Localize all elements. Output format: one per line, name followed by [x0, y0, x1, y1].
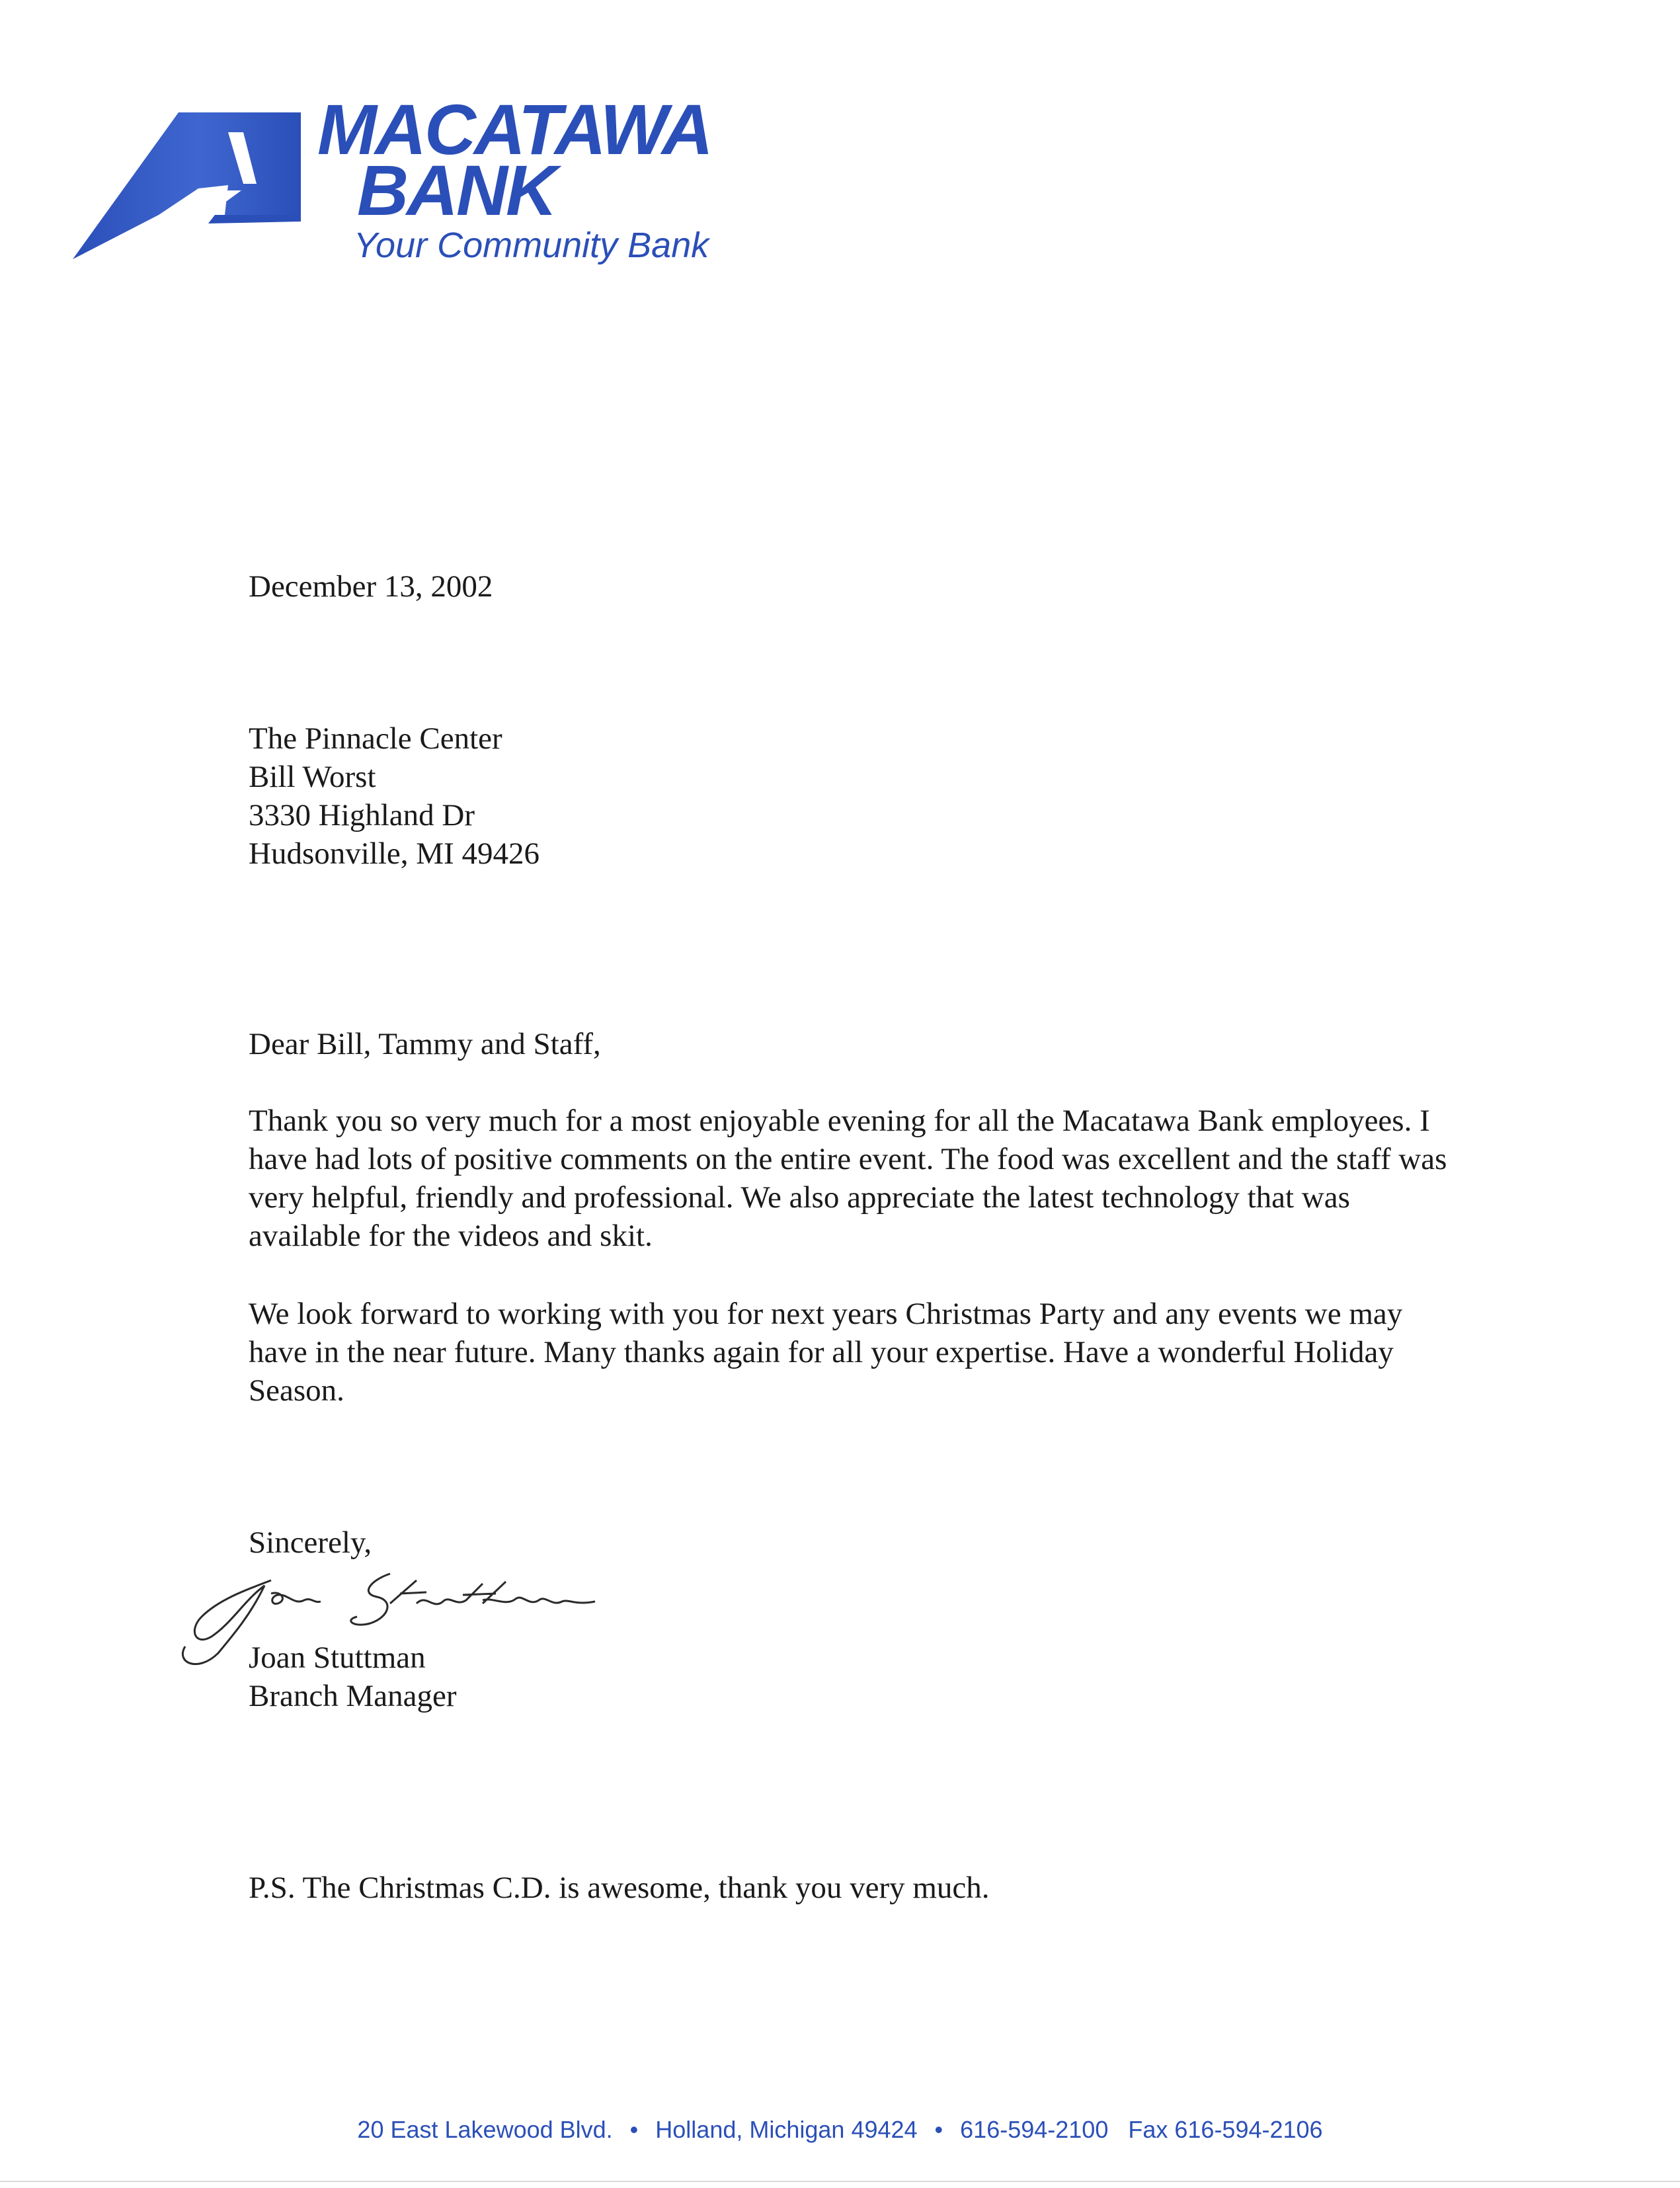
footer-phone: 616-594-2100 [960, 2116, 1109, 2143]
signer-block [249, 1639, 457, 1715]
postscript: P.S. The Christmas C.D. is awesome, thank you very much. [249, 1871, 990, 1905]
body-paragraph-1: Thank you so very much for a most enjoyable evening for all the Macatawa Bank employees. I have had lots of positive comments on the entire event. The food was excellent and the staff was very helpful, friendly and professional. We also appreciate the latest technology that was available for the videos and skit. [249, 1104, 1447, 1253]
footer-address: 20 East Lakewood Blvd. [357, 2116, 613, 2143]
letter-date: December 13, 2002 [249, 569, 493, 604]
body-paragraph-2: We look forward to working with you for next years Christmas Party and any events we may have in the near future. Many thanks again for all your expertise. Have a wonderful Holiday Season. [249, 1297, 1403, 1408]
closing: Sincerely, [249, 1525, 372, 1560]
letterhead-footer [0, 2116, 1680, 2144]
recipient-city-state-zip: Hudsonville, MI 49426 [249, 836, 540, 871]
bank-tagline: Your Community Bank [354, 225, 709, 265]
bank-logotype [317, 89, 711, 230]
footer-fax: Fax 616-594-2106 [1128, 2116, 1323, 2143]
recipient-name: Bill Worst [249, 760, 376, 794]
recipient-street: 3330 Highland Dr [249, 798, 475, 832]
macatawa-logo-icon [73, 106, 304, 264]
salutation: Dear Bill, Tammy and Staff, [249, 1027, 601, 1061]
signer-title: Branch Manager [249, 1679, 457, 1713]
footer-separator: • [629, 2116, 639, 2143]
footer-separator: • [934, 2116, 943, 2143]
footer-city: Holland, Michigan 49424 [655, 2116, 918, 2143]
scan-edge-divider [0, 2181, 1680, 2182]
letterhead [73, 89, 800, 284]
recipient-address [249, 719, 540, 873]
signer-name: Joan Stuttman [249, 1641, 426, 1675]
bank-name-line1: MACATAWA [317, 89, 711, 169]
recipient-organization: The Pinnacle Center [249, 721, 502, 756]
bank-name-line2: BANK [357, 150, 555, 230]
